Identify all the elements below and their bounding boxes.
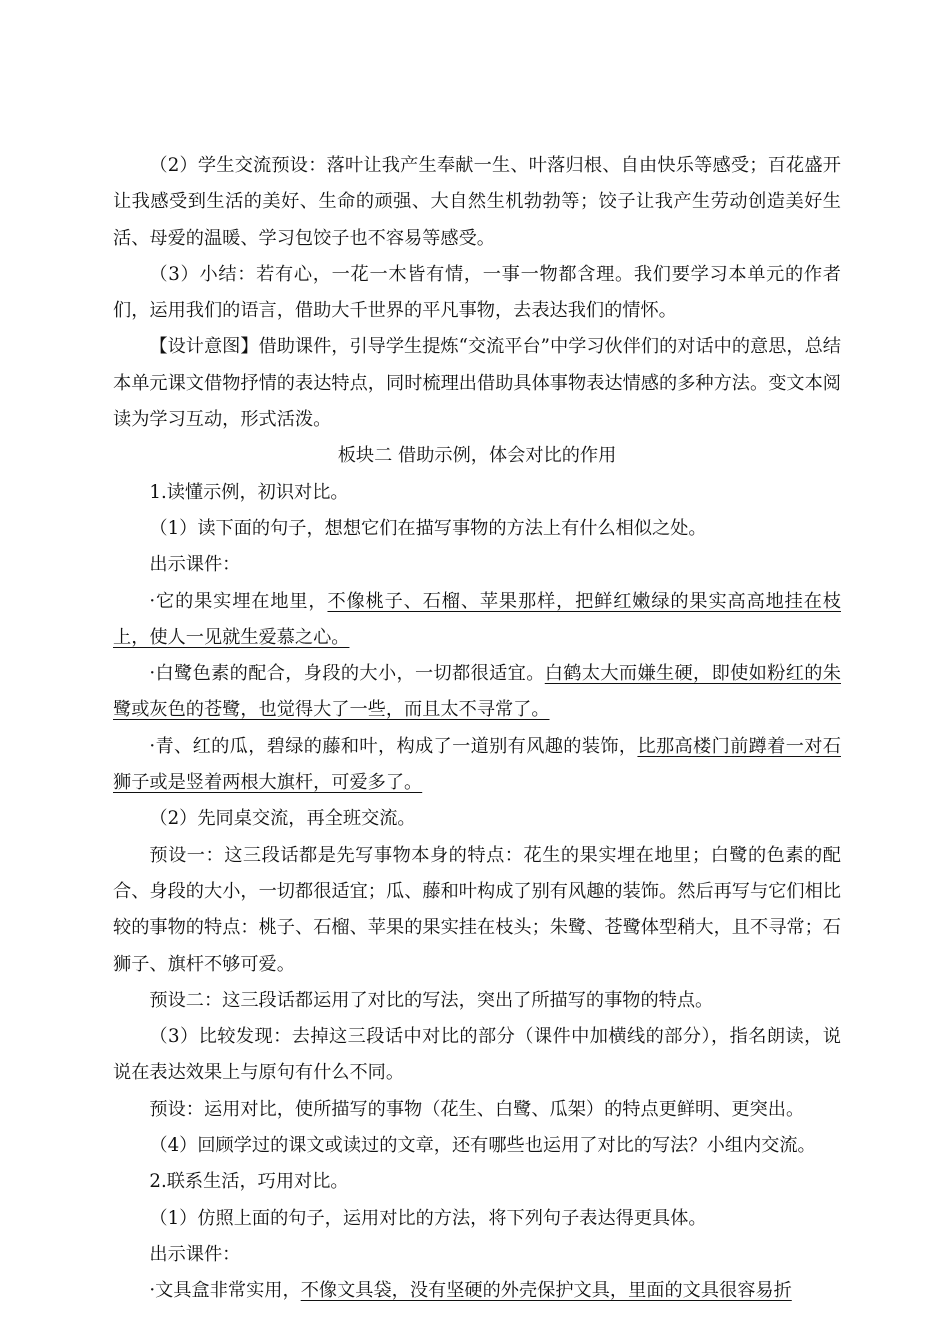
step-heading-2 <box>113 1164 841 1200</box>
example-sentence-peanut <box>113 584 841 657</box>
example-sentence-egret <box>113 656 841 729</box>
paragraph-text: （1）读下面的句子，想想它们在描写事物的方法上有什么相似之处。 <box>149 517 707 539</box>
paragraph-text: 预设一：这三段话都是先写事物本身的特点：花生的果实埋在地里；白鹭的色素的配合、身段的大小，一切都很适宜；瓜、藤和叶构成了别有风趣的装饰。然后再写与它们相比较的事物的特点：桃子、石榴、苹果的果实挂在枝头；朱鹭、苍鹭体型稍大，且不寻常；石狮子、旗杆不够可爱。 <box>113 844 841 975</box>
paragraph-show-courseware-2 <box>113 1237 841 1273</box>
paragraph-task-2 <box>113 801 841 837</box>
paragraph-text: 1.读懂示例，初识对比。 <box>149 481 349 503</box>
paragraph-task-1 <box>113 511 841 547</box>
sentence-text: ·它的果实埋在地里， <box>149 590 328 612</box>
underlined-comparison: 不像桃子、石榴、苹果那样，把鲜红嫩绿的果实高高地挂在枝上，使人一见就生爱慕之心。 <box>113 590 841 648</box>
paragraph-text: 预设二：这三段话都运用了对比的写法，突出了所描写的事物的特点。 <box>149 989 714 1011</box>
paragraph-text: （3）小结：若有心，一花一木皆有情，一事一物都含理。我们要学习本单元的作者们，运用我们的语言，借助大千世界的平凡事物，去表达我们的情怀。 <box>113 263 841 322</box>
sentence-text: ·文具盒非常实用， <box>149 1280 301 1302</box>
paragraph-text: 预设：运用对比，使所描写的事物（花生、白鹭、瓜架）的特点更鲜明、更突出。 <box>149 1098 805 1120</box>
document-body <box>113 148 841 1310</box>
paragraph-design-intent <box>113 329 841 438</box>
paragraph-text: 出示课件： <box>149 554 241 576</box>
paragraph-summary <box>113 257 841 330</box>
paragraph-task-4 <box>113 1128 841 1164</box>
paragraph-text: （1）仿照上面的句子，运用对比的方法，将下列句子表达得更具体。 <box>149 1207 707 1229</box>
example-sentence-pencil-case <box>113 1273 841 1309</box>
paragraph-text: 2.联系生活，巧用对比。 <box>149 1171 349 1193</box>
paragraph-text: 【设计意图】借助课件，引导学生提炼“交流平台”中学习伙伴们的对话中的意思，总结本单元课文借物抒情的表达特点，同时梳理出借助具体事物表达情感的多种方法。变文本阅读为学习互动，形式活泼。 <box>113 336 841 431</box>
paragraph-text: （2）学生交流预设：落叶让我产生奉献一生、叶落归根、自由快乐等感受；百花盛开让我感受到生活的美好、生命的顽强、大自然生机勃勃等；饺子让我产生劳动创造美好生活、母爱的温暖、学习包饺子也不容易等感受。 <box>113 155 841 249</box>
sentence-text: ·白鹭色素的配合，身段的大小，一切都很适宜。 <box>149 663 545 685</box>
underlined-comparison: 白鹤太大而嫌生硬，即使如粉红的朱鹭或灰色的苍鹭，也觉得大了一些，而且太不寻常了。 <box>113 663 841 721</box>
paragraph-text: （2）先同桌交流，再全班交流。 <box>149 808 416 830</box>
paragraph-task-3 <box>113 1019 841 1092</box>
paragraph-text: 出示课件： <box>149 1243 241 1265</box>
section-heading-text: 板块二 借助示例，体会对比的作用 <box>337 445 617 467</box>
example-sentence-melon <box>113 729 841 802</box>
paragraph-text: （4）回顾学过的课文或读过的文章，还有哪些也运用了对比的写法？小组内交流。 <box>149 1135 816 1157</box>
paragraph-exchange-preset <box>113 148 841 257</box>
step-heading-1 <box>113 475 841 511</box>
paragraph-text: （3）比较发现：去掉这三段话中对比的部分（课件中加横线的部分），指名朗读，说说在表达效果上与原句有什么不同。 <box>113 1026 841 1084</box>
underlined-comparison: 比那高楼门前蹲着一对石狮子或是竖着两根大旗杆，可爱多了。 <box>113 735 841 794</box>
paragraph-preset-1 <box>113 838 841 983</box>
paragraph-preset-2 <box>113 983 841 1019</box>
sentence-text: ·青、红的瓜，碧绿的藤和叶，构成了一道别有风趣的装饰， <box>149 735 638 757</box>
paragraph-task-5 <box>113 1201 841 1237</box>
section-heading <box>113 438 841 474</box>
paragraph-preset-3 <box>113 1092 841 1128</box>
paragraph-show-courseware <box>113 547 841 583</box>
underlined-comparison: 不像文具袋，没有坚硬的外壳保护文具，里面的文具很容易折 <box>300 1280 792 1302</box>
